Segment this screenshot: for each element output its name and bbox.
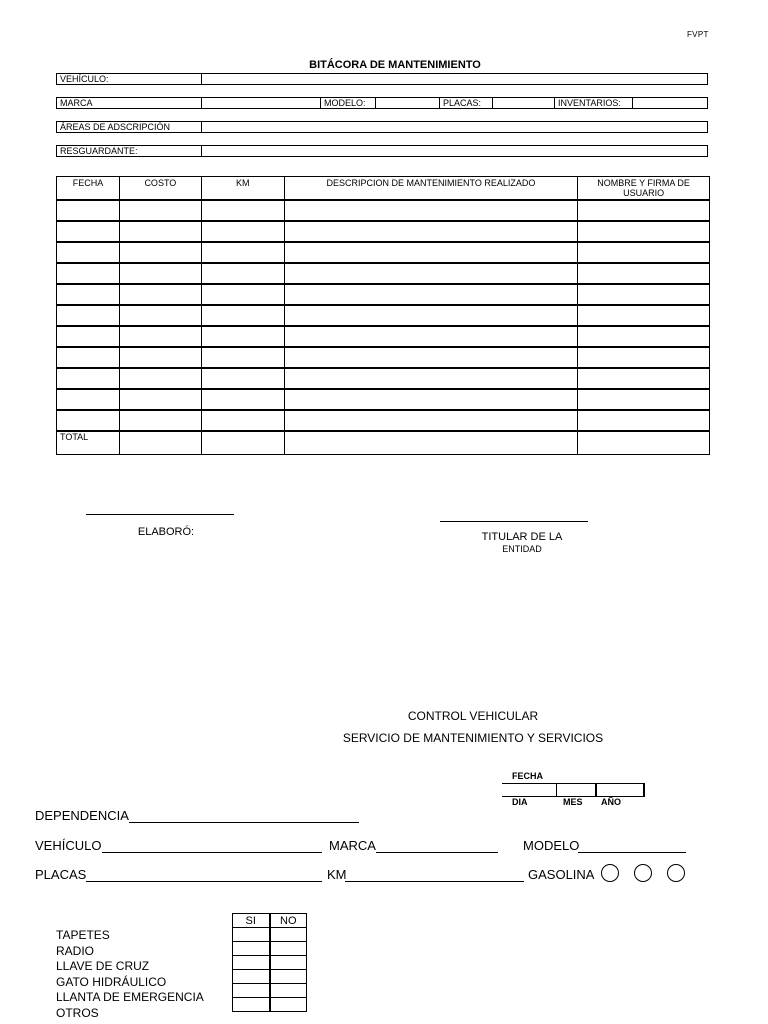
resguardante-field[interactable] xyxy=(56,145,708,157)
maintenance-log-table xyxy=(56,176,710,455)
no-checkbox[interactable] xyxy=(270,998,307,1012)
gasolina-option-3[interactable] xyxy=(667,864,685,882)
table-row[interactable] xyxy=(57,389,710,410)
table-row[interactable] xyxy=(57,368,710,389)
placas-label: PLACAS: xyxy=(443,98,482,108)
marca-line-label: MARCA xyxy=(329,838,376,853)
checklist-item: RADIO xyxy=(56,943,95,958)
titular-label: TITULAR DE LA xyxy=(481,531,563,543)
checklist-item: TAPETES xyxy=(56,928,110,942)
vehiculo-line[interactable] xyxy=(102,852,322,853)
checklist-table xyxy=(232,913,307,1012)
col-fecha: FECHA xyxy=(57,177,120,200)
si-checkbox[interactable] xyxy=(233,984,270,998)
control-subtitle: SERVICIO DE MANTENIMIENTO Y SERVICIOS xyxy=(342,731,604,745)
col-descripcion: DESCRIPCION DE MANTENIMIENTO REALIZADO xyxy=(284,177,578,200)
checklist-item: LLANTA DE EMERGENCIA xyxy=(56,990,204,1005)
table-row[interactable] xyxy=(57,263,710,284)
entidad-label: ENTIDAD xyxy=(502,544,542,554)
gasolina-option-1[interactable] xyxy=(601,864,619,882)
si-header: SI xyxy=(233,914,270,928)
col-costo: COSTO xyxy=(119,177,201,200)
km-line-label: KM xyxy=(327,867,347,882)
table-row[interactable] xyxy=(57,242,710,263)
table-row[interactable] xyxy=(57,221,710,242)
fecha-label: FECHA xyxy=(512,771,543,781)
areas-label: ÁREAS DE ADSCRIPCIÓN xyxy=(60,122,171,132)
dependencia-line[interactable] xyxy=(129,822,359,823)
modelo-line[interactable] xyxy=(578,852,686,853)
modelo-label: MODELO: xyxy=(324,98,366,108)
table-row[interactable] xyxy=(57,326,710,347)
total-label: TOTAL xyxy=(57,431,120,455)
col-km: KM xyxy=(201,177,284,200)
placas-line-label: PLACAS xyxy=(35,867,87,882)
control-title: CONTROL VEHICULAR xyxy=(407,709,539,723)
dependencia-label: DEPENDENCIA xyxy=(35,808,129,823)
checklist-item: OTROS xyxy=(56,1005,99,1020)
table-row[interactable] xyxy=(57,200,710,221)
no-checkbox[interactable] xyxy=(270,956,307,970)
si-checkbox[interactable] xyxy=(233,970,270,984)
areas-field[interactable] xyxy=(56,121,708,133)
vehiculo-line-label: VEHÍCULO xyxy=(35,838,102,853)
gasolina-option-2[interactable] xyxy=(634,864,652,882)
no-checkbox[interactable] xyxy=(270,928,307,942)
si-checkbox[interactable] xyxy=(233,956,270,970)
marca-line[interactable] xyxy=(376,852,498,853)
elaboro-label: ELABORÓ: xyxy=(137,526,195,538)
resguardante-label: RESGUARDANTE: xyxy=(60,146,138,156)
inventarios-label: INVENTARIOS: xyxy=(558,98,621,108)
elaboro-signature-line[interactable] xyxy=(86,514,234,515)
table-row[interactable] xyxy=(57,410,710,431)
vehiculo-field[interactable] xyxy=(56,73,708,85)
titular-signature-line[interactable] xyxy=(440,521,588,522)
km-line[interactable] xyxy=(345,881,524,882)
no-checkbox[interactable] xyxy=(270,942,307,956)
placas-line[interactable] xyxy=(86,881,322,882)
fecha-boxes[interactable] xyxy=(502,783,645,797)
modelo-line-label: MODELO xyxy=(523,838,580,853)
no-checkbox[interactable] xyxy=(270,970,307,984)
no-checkbox[interactable] xyxy=(270,984,307,998)
si-checkbox[interactable] xyxy=(233,998,270,1012)
no-header: NO xyxy=(270,914,307,928)
table-row[interactable] xyxy=(57,284,710,305)
total-row[interactable] xyxy=(57,431,710,455)
table-row[interactable] xyxy=(57,305,710,326)
gasolina-label: GASOLINA xyxy=(528,867,595,882)
si-checkbox[interactable] xyxy=(233,928,270,942)
marca-row[interactable] xyxy=(56,97,708,109)
anio-label: AÑO xyxy=(601,797,621,807)
page-title: BITÁCORA DE MANTENIMIENTO xyxy=(309,59,481,71)
dia-label: DIA xyxy=(512,797,528,807)
vehiculo-label: VEHÍCULO: xyxy=(60,74,109,84)
checklist-item: LLAVE DE CRUZ xyxy=(56,959,150,974)
table-header-row xyxy=(57,177,710,200)
table-row[interactable] xyxy=(57,347,710,368)
checklist-item: GATO HIDRÁULICO xyxy=(56,974,167,989)
checklist-items xyxy=(56,928,204,1022)
marca-label: MARCA xyxy=(60,98,93,108)
mes-label: MES xyxy=(563,797,583,807)
form-code: FVPT xyxy=(687,30,709,39)
si-checkbox[interactable] xyxy=(233,942,270,956)
col-nombre-firma: NOMBRE Y FIRMA DE USUARIO xyxy=(578,177,710,200)
